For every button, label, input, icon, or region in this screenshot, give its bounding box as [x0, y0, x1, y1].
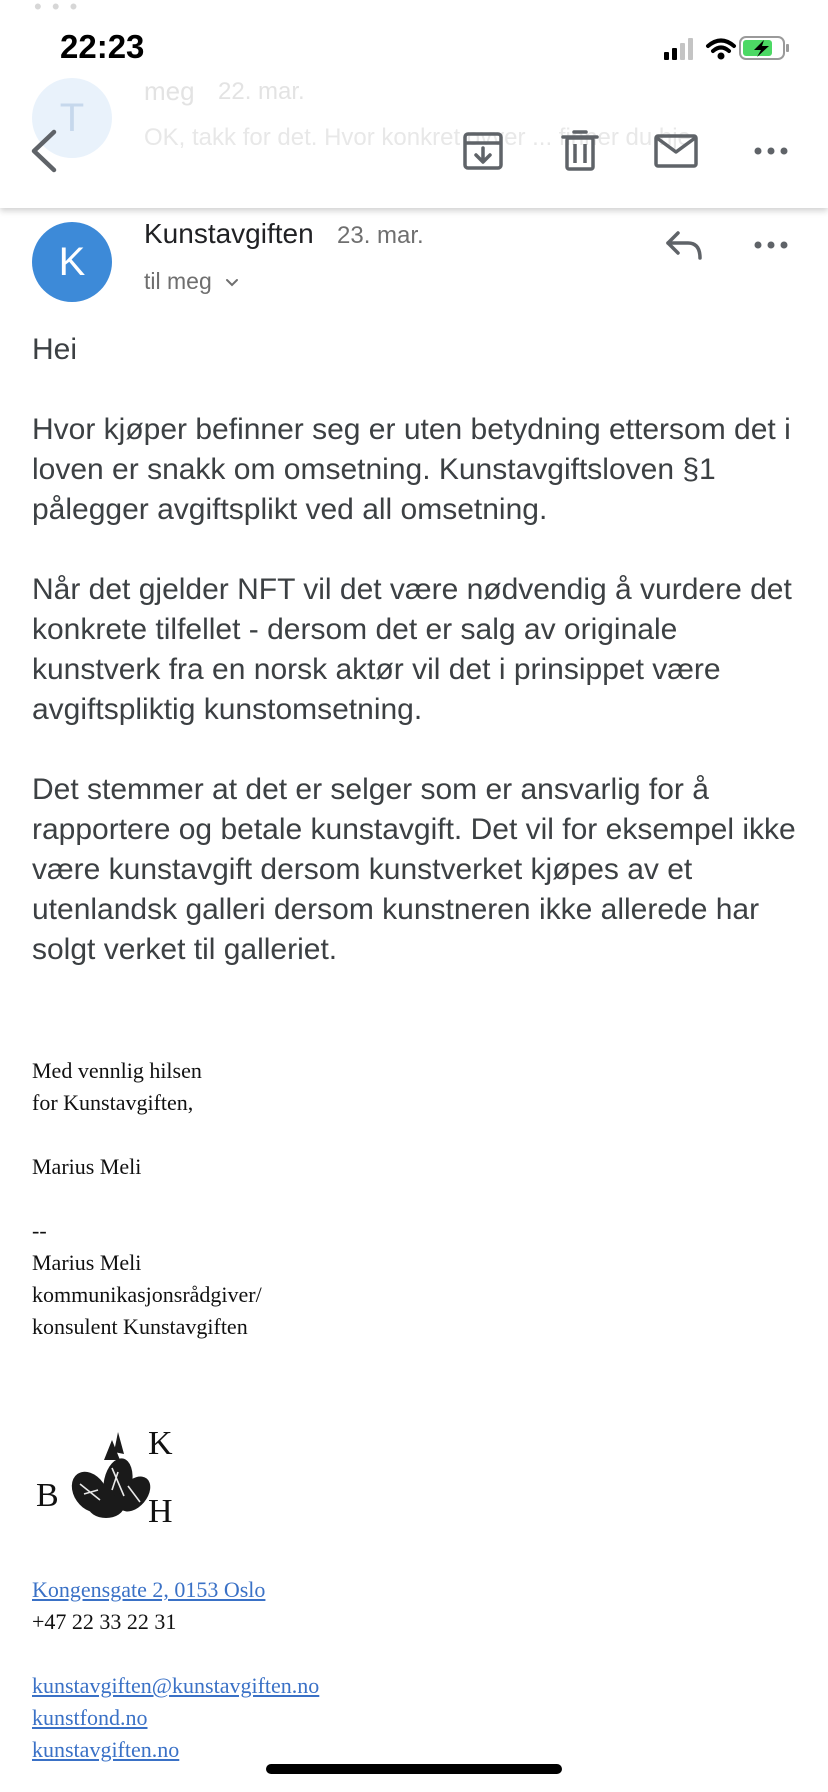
signature-title-1: kommunikasjonsrådgiver/	[32, 1282, 262, 1307]
recipients-toggle[interactable]	[144, 268, 240, 295]
more-icon	[754, 238, 788, 252]
signature	[32, 1055, 632, 1343]
signature-spacer	[32, 1183, 632, 1215]
home-indicator[interactable]	[266, 1764, 562, 1774]
email-link[interactable]: kunstavgiften@kunstavgiften.no	[32, 1673, 320, 1698]
archive-icon	[462, 130, 504, 172]
back-button[interactable]	[26, 128, 62, 174]
contact-block	[32, 1574, 632, 1766]
body-paragraph: Det stemmer at det er selger som er ansvarlig for å rapportere og betale kunstavgift. Det vil for eksempel ikke være kunstavgift dersom kunstverket kjøpes av et utenlandsk galleri dersom kunstneren ikke allerede har solgt verket til galleriet.	[32, 773, 796, 966]
reply-icon	[664, 228, 704, 262]
message-body	[32, 330, 802, 1010]
status-time: 22:23	[60, 28, 145, 65]
mail-icon	[654, 134, 698, 168]
body-paragraph: Hvor kjøper befinner seg er uten betydning ettersom det i loven er snakk om omsetning. Kunstavgiftsloven §1 pålegger avgiftsplikt ved all omsetning.	[32, 413, 791, 526]
mark-unread-button[interactable]	[654, 134, 698, 168]
organization-logo	[32, 1420, 192, 1528]
trash-icon	[560, 128, 600, 172]
signature-name: Marius Meli	[32, 1154, 142, 1179]
ghost-dots: • • •	[34, 0, 80, 19]
address-link[interactable]: Kongensgate 2, 0153 Oslo	[32, 1577, 266, 1602]
kunstfond-link[interactable]: kunstfond.no	[32, 1705, 148, 1730]
message-date: 23. mar.	[337, 222, 424, 249]
background-thread-snippet: OK, takk for det. Hvor konkret ovver ... finner du hje	[144, 124, 691, 151]
signature-title-2: konsulent Kunstavgiften	[32, 1314, 248, 1339]
logo-letter: K	[148, 1425, 173, 1462]
kunstavgiften-link[interactable]: kunstavgiften.no	[32, 1737, 180, 1762]
signature-name-2: Marius Meli	[32, 1250, 142, 1275]
signature-spacer	[32, 1119, 632, 1151]
body-paragraph: Hei	[32, 333, 78, 366]
sender-avatar: K	[32, 222, 112, 302]
contact-spacer	[32, 1638, 632, 1670]
chevron-down-icon	[224, 277, 240, 289]
status-indicators-icon	[644, 34, 794, 64]
signature-separator: --	[32, 1218, 47, 1243]
more-icon	[754, 144, 788, 158]
sender-name: Kunstavgiften	[144, 218, 314, 249]
top-toolbar	[0, 0, 828, 208]
message-more-button[interactable]	[754, 238, 788, 252]
archive-button[interactable]	[462, 130, 504, 172]
delete-button[interactable]	[560, 128, 600, 172]
body-paragraph: Når det gjelder NFT vil det være nødvendig å vurdere det konkrete tilfellet - dersom det er salg av originale kunstverk fra en norsk aktør vil det i prinsippet være avgiftspliktig kunstomsetning.	[32, 573, 792, 726]
background-thread-sender: meg	[144, 76, 195, 106]
status-icons	[644, 34, 794, 64]
signature-greeting: Med vennlig hilsen	[32, 1058, 202, 1083]
reply-button[interactable]	[664, 228, 704, 262]
more-options-button[interactable]	[754, 144, 788, 158]
logo-letter: B	[36, 1477, 59, 1514]
recipients-label: til meg	[144, 268, 212, 294]
phone-number: +47 22 33 22 31	[32, 1609, 177, 1634]
logo-letter: H	[148, 1493, 173, 1528]
background-thread-date: 22. mar.	[218, 78, 305, 105]
back-arrow-icon	[26, 128, 62, 174]
background-thread-avatar: T	[32, 78, 112, 158]
signature-org: for Kunstavgiften,	[32, 1090, 194, 1115]
bkh-logo-icon	[32, 1420, 192, 1528]
